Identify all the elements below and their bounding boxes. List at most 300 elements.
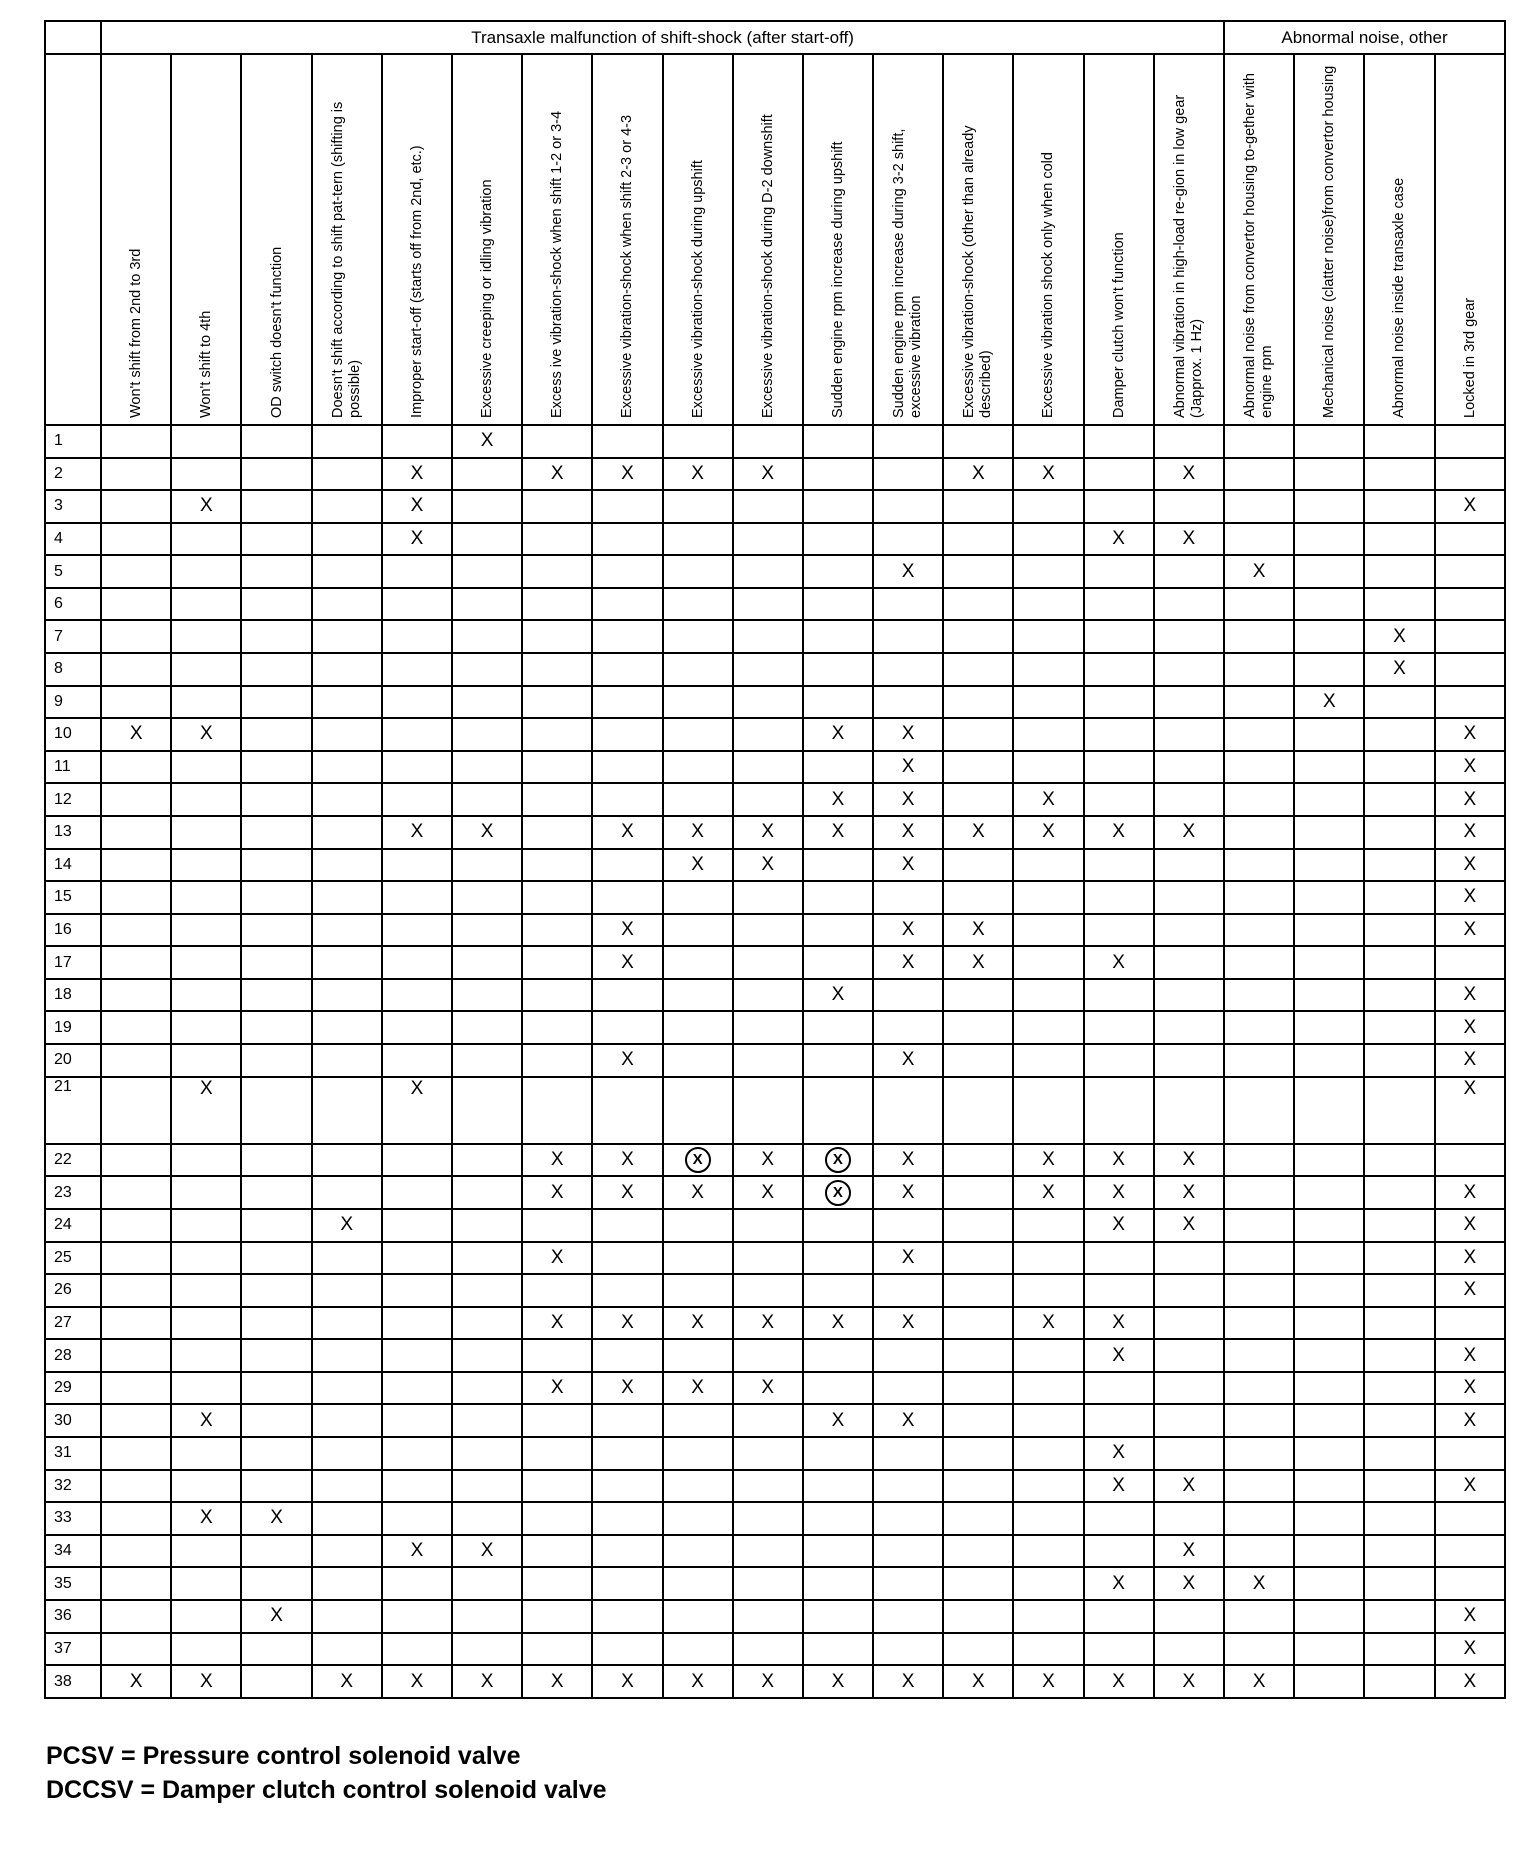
table-cell [522,620,592,653]
table-cell [171,751,241,784]
table-cell [663,1176,733,1209]
table-cell [1084,1077,1154,1144]
table-cell [1084,1044,1154,1077]
table-cell [873,588,943,621]
table-cell [733,1535,803,1568]
table-cell [733,783,803,816]
table-cell [452,588,522,621]
row-number: 14 [45,849,101,882]
column-header-label: Excessive vibration-shock when shift 2-3 or 4-3 [618,114,635,418]
table-cell [733,718,803,751]
table-cell [241,425,311,458]
table-cell [101,653,171,686]
column-header-10 [733,54,803,425]
table-cell [101,751,171,784]
table-cell [1154,1077,1224,1144]
x-mark: X [1463,1246,1477,1268]
table-cell [1224,686,1294,719]
table-cell [592,946,662,979]
column-header-label: Sudden engine rpm increase during 3-2 shift, excessive vibration [891,128,925,418]
x-mark: X [691,1670,704,1692]
table-cell [1084,1470,1154,1503]
table-cell [1154,653,1224,686]
table-cell [1294,1242,1364,1275]
table-cell [943,849,1013,882]
table-cell [452,783,522,816]
table-cell [452,1665,522,1698]
x-mark: X [1463,495,1477,517]
table-cell [803,1011,873,1044]
table-cell [382,1535,452,1568]
table-cell [522,1502,592,1535]
x-mark: X [550,1181,564,1203]
table-cell [1154,1470,1224,1503]
table-cell [382,1665,452,1698]
column-header-3 [241,54,311,425]
table-cell [171,1307,241,1340]
table-cell [171,979,241,1012]
table-cell [592,588,662,621]
row-number: 32 [45,1470,101,1503]
table-cell [382,1567,452,1600]
table-cell [803,490,873,523]
table-cell [803,1502,873,1535]
table-cell [452,1404,522,1437]
x-mark: X [1042,788,1055,810]
x-mark: X [831,1670,845,1692]
table-cell [1084,1535,1154,1568]
column-header-16 [1154,54,1224,425]
table-cell [522,1044,592,1077]
x-mark: X [1463,1214,1477,1236]
x-mark: X [1182,1181,1196,1203]
row-number: 24 [45,1209,101,1242]
row-number: 9 [45,686,101,719]
table-cell [312,816,382,849]
table-cell [452,653,522,686]
table-cell [1364,555,1434,588]
x-mark: X [410,462,424,484]
table-cell [803,1567,873,1600]
x-mark: X [691,821,704,843]
table-cell [873,816,943,849]
x-mark: X [1182,1572,1196,1594]
column-header-label: Excessive vibration-shock during upshift [689,160,706,418]
table-cell [592,1044,662,1077]
table-cell [312,653,382,686]
table-cell [1084,1011,1154,1044]
table-cell [171,914,241,947]
table-cell [1364,1633,1434,1666]
x-mark: X [1112,1670,1125,1692]
table-cell [101,1633,171,1666]
table-cell [1084,1144,1154,1177]
table-cell [873,1242,943,1275]
table-cell [522,816,592,849]
table-cell [943,588,1013,621]
table-cell [1013,1633,1083,1666]
table-cell [1013,1567,1083,1600]
table-cell [1084,1209,1154,1242]
table-cell [1154,1242,1224,1275]
table-cell [1013,1470,1083,1503]
table-cell [873,751,943,784]
table-row [45,1144,1505,1177]
x-mark: X [1463,1409,1477,1431]
table-cell [1435,523,1505,556]
table-cell [171,1011,241,1044]
x-mark: X [200,1077,213,1099]
table-cell [1224,1470,1294,1503]
table-cell [873,425,943,458]
table-cell [873,1307,943,1340]
table-cell [592,1176,662,1209]
table-cell [1224,490,1294,523]
table-cell [1224,458,1294,491]
table-cell [873,1535,943,1568]
x-mark: X [1182,1474,1196,1496]
table-cell [1084,1372,1154,1405]
table-cell [943,1209,1013,1242]
row-number: 5 [45,555,101,588]
table-cell [382,1437,452,1470]
table-cell [452,1209,522,1242]
column-header-17 [1224,54,1294,425]
table-cell [733,816,803,849]
table-cell [803,425,873,458]
table-cell [522,1307,592,1340]
table-cell [171,425,241,458]
table-cell [943,979,1013,1012]
table-cell [1013,1665,1083,1698]
table-cell [101,1242,171,1275]
table-cell [1084,588,1154,621]
table-cell [522,1372,592,1405]
table-cell [1224,1044,1294,1077]
column-header-label: Locked in 3rd gear [1461,297,1478,418]
table-cell [1364,458,1434,491]
table-cell [1154,881,1224,914]
table-cell [1154,914,1224,947]
table-cell [663,1077,733,1144]
table-cell [382,1502,452,1535]
table-cell [382,523,452,556]
table-cell [382,686,452,719]
table-cell [592,1372,662,1405]
table-cell [873,555,943,588]
row-number: 18 [45,979,101,1012]
column-header-row [45,54,1505,425]
table-cell [1013,458,1083,491]
table-cell [452,979,522,1012]
table-row [45,588,1505,621]
table-cell [171,946,241,979]
table-cell [1224,914,1294,947]
corner-cell [45,21,101,54]
column-header-label: Mechanical noise (clatter noise)from convertor housing [1320,65,1337,418]
table-cell [1435,946,1505,979]
row-number: 19 [45,1011,101,1044]
table-cell [1084,653,1154,686]
table-cell [803,653,873,686]
table-cell [1224,946,1294,979]
x-mark: X [270,1507,283,1529]
table-cell [943,751,1013,784]
table-cell [312,620,382,653]
x-mark: X [691,1312,704,1333]
x-mark: X [1463,1605,1477,1627]
table-cell [312,1044,382,1077]
table-cell [171,1535,241,1568]
table-row [45,1437,1505,1470]
table-cell [943,1372,1013,1405]
table-cell [873,1144,943,1177]
table-row [45,751,1505,784]
table-cell [1084,1502,1154,1535]
table-cell [663,1502,733,1535]
table-cell [803,1535,873,1568]
table-cell [1154,849,1224,882]
table-cell [733,1044,803,1077]
table-cell [1154,458,1224,491]
table-cell [452,1437,522,1470]
table-cell [312,1176,382,1209]
table-cell [943,783,1013,816]
table-cell [171,523,241,556]
row-number: 8 [45,653,101,686]
table-cell [382,1077,452,1144]
table-cell [1294,1372,1364,1405]
table-cell [733,555,803,588]
column-header-8 [592,54,662,425]
x-mark: X [550,462,564,484]
x-mark: X [1112,1572,1125,1594]
table-cell [522,523,592,556]
x-mark: X [1112,1344,1125,1366]
table-cell [1435,686,1505,719]
table-cell [522,1077,592,1144]
table-cell [241,490,311,523]
table-cell [803,523,873,556]
table-cell [1084,1633,1154,1666]
table-cell [592,555,662,588]
x-mark: X [621,1670,634,1692]
table-cell [1224,425,1294,458]
table-cell [733,1011,803,1044]
x-mark: X [1112,1312,1125,1333]
x-mark: X [1182,1670,1196,1692]
table-cell [312,1567,382,1600]
table-cell [171,1470,241,1503]
table-cell [663,1011,733,1044]
table-cell [1154,1535,1224,1568]
table-cell [873,1044,943,1077]
x-mark: X [480,1540,494,1562]
table-cell [733,1307,803,1340]
table-cell [1084,1600,1154,1633]
x-mark: X [1393,658,1406,680]
table-cell [873,1633,943,1666]
table-cell [663,490,733,523]
table-cell [1084,425,1154,458]
table-cell [592,783,662,816]
table-cell [1364,1470,1434,1503]
x-mark: X [621,1312,634,1333]
table-cell [101,555,171,588]
x-mark: X [761,1377,775,1399]
x-mark: X [761,1670,775,1692]
table-cell [943,1044,1013,1077]
table-cell [663,751,733,784]
table-cell [382,1044,452,1077]
table-cell [241,686,311,719]
table-cell [1435,979,1505,1012]
table-cell [1224,849,1294,882]
circled-x-mark: X [685,1147,711,1173]
table-cell [873,653,943,686]
table-row [45,555,1505,588]
table-cell [1084,1437,1154,1470]
table-cell [1435,751,1505,784]
row-number: 12 [45,783,101,816]
table-cell [101,458,171,491]
table-cell [873,849,943,882]
x-mark: X [761,1149,775,1171]
table-cell [1364,1567,1434,1600]
table-cell [592,620,662,653]
x-mark: X [1463,1637,1477,1659]
table-cell [382,1242,452,1275]
table-cell [382,1209,452,1242]
table-cell [1435,1470,1505,1503]
table-cell [452,1307,522,1340]
table-cell [663,1470,733,1503]
table-cell [522,686,592,719]
table-cell [1154,1372,1224,1405]
column-header-12 [873,54,943,425]
x-mark: X [901,918,915,940]
table-cell [452,1372,522,1405]
table-cell [1435,881,1505,914]
table-cell [241,523,311,556]
x-mark: X [691,853,704,875]
table-cell [803,1470,873,1503]
table-cell [522,849,592,882]
table-cell [1013,1502,1083,1535]
table-cell [312,1437,382,1470]
table-cell [241,1665,311,1698]
table-cell [101,1144,171,1177]
table-cell [1154,1274,1224,1307]
table-cell [1364,1307,1434,1340]
table-row [45,1274,1505,1307]
table-cell [592,1437,662,1470]
table-cell [733,881,803,914]
table-cell [1294,1307,1364,1340]
x-mark: X [691,1377,704,1399]
x-mark: X [901,1246,915,1268]
table-cell [171,1077,241,1144]
x-mark: X [621,821,634,843]
x-mark: X [1112,821,1125,843]
table-cell [1224,1011,1294,1044]
table-cell [803,1372,873,1405]
table-cell [733,1242,803,1275]
table-cell [1435,1144,1505,1177]
table-cell [1364,914,1434,947]
table-cell [522,1144,592,1177]
column-header-label: Excessive vibration-shock (other than already described) [961,125,995,418]
table-cell [1364,620,1434,653]
table-cell [873,1077,943,1144]
table-row [45,1665,1505,1698]
row-number: 17 [45,946,101,979]
column-header-label: Excessive vibration-shock during D-2 downshift [759,114,776,418]
table-cell [1435,1044,1505,1077]
table-cell [803,1274,873,1307]
table-cell [873,1011,943,1044]
table-cell [101,1077,171,1144]
table-cell [1013,914,1083,947]
table-cell [241,1633,311,1666]
table-cell [241,979,311,1012]
table-cell [382,816,452,849]
table-cell [943,1567,1013,1600]
table-cell [1364,1535,1434,1568]
table-cell [171,718,241,751]
table-cell [241,881,311,914]
table-cell [873,458,943,491]
table-cell [1364,1144,1434,1177]
column-header-label: Doesn't shift according to shift pat-tern (shifting is possible) [329,101,363,418]
column-header-label: Abnormal noise inside transaxle case [1390,177,1407,418]
table-cell [522,718,592,751]
circled-x-mark: X [825,1147,851,1173]
x-mark: X [200,1507,213,1529]
table-cell [382,1600,452,1633]
table-cell [943,881,1013,914]
table-cell [382,1633,452,1666]
table-cell [1154,718,1224,751]
table-row [45,1535,1505,1568]
table-cell [733,425,803,458]
table-row [45,620,1505,653]
table-cell [312,1600,382,1633]
table-cell [943,816,1013,849]
x-mark: X [901,853,915,875]
table-cell [312,1339,382,1372]
table-cell [733,946,803,979]
table-cell [522,1339,592,1372]
x-mark: X [1252,1670,1266,1692]
table-cell [1013,523,1083,556]
table-cell [663,718,733,751]
table-cell [241,1502,311,1535]
table-cell [1013,425,1083,458]
table-cell [312,1535,382,1568]
column-header-label: Sudden engine rpm increase during upshift [829,141,846,418]
table-cell [873,1404,943,1437]
table-cell [803,718,873,751]
table-cell [943,1242,1013,1275]
table-cell [1084,914,1154,947]
x-mark: X [831,1409,845,1431]
diagnosis-table [44,20,1506,1699]
column-header-label: Won't shift from 2nd to 3rd [127,248,144,418]
table-cell [943,914,1013,947]
table-cell [312,751,382,784]
table-cell [171,555,241,588]
